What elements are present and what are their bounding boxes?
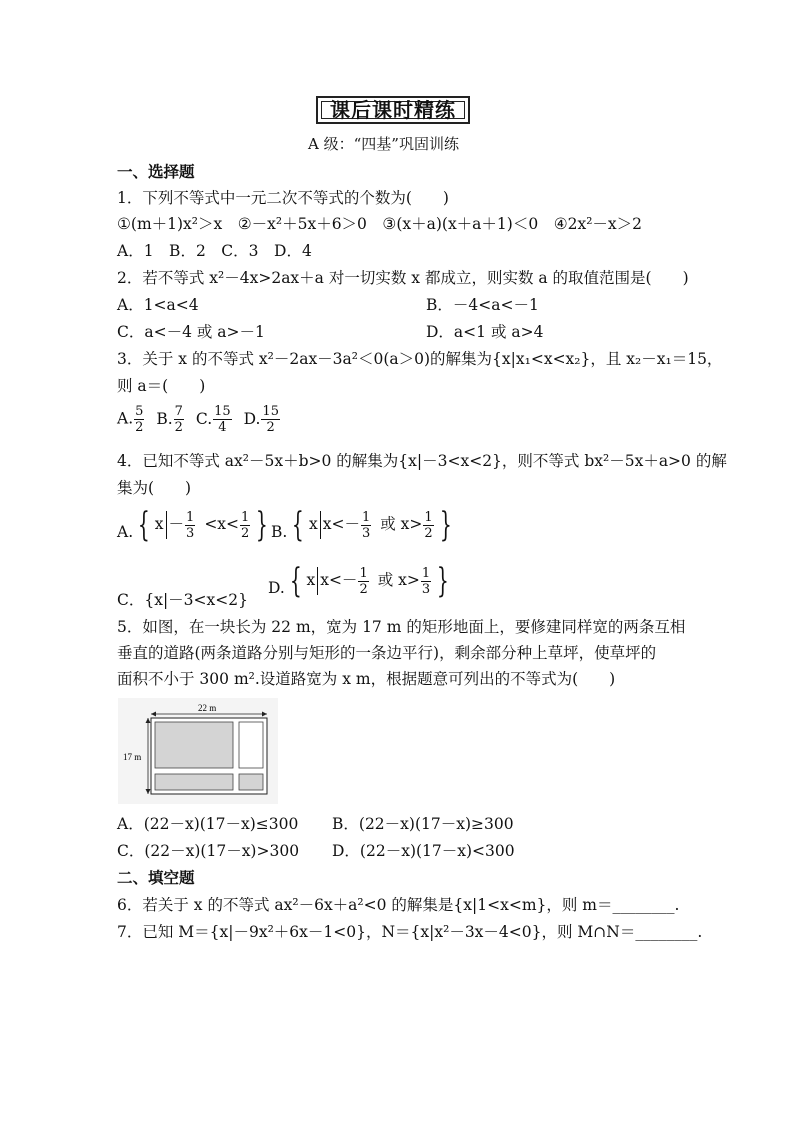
q4-a-var: x [154,515,164,533]
q4-option-b: B. { x x<－ $\frac{1}{3}$ 或 x> $\frac{1}{2}$ } [271,505,452,545]
q4-d-frac2: $\frac{1}{3}$ [421,565,431,597]
q4-b-frac1: $\frac{1}{3}$ [361,509,371,541]
q4-d-lt: x<－ [320,571,358,589]
q4-b-var: x [308,515,318,533]
q3-d-fraction: $\frac{15}{2}$ [262,404,279,435]
height-label: 17 m [123,752,142,762]
q2-option-d: D．a<1 或 a>4 [426,323,544,341]
q5-option-a: A．(22－x)(17－x)≤300 [117,815,299,833]
q4-stem: 4．已知不等式 ax²－5x＋b>0 的解集为{x|－3<x<2}，则不等式 bx²－5x＋a>0 的解 [117,452,727,470]
lawn-top-left [155,722,233,768]
q4-a-label: A. [117,523,134,541]
q3-b-label: B. [156,409,173,428]
q5-option-c: C．(22－x)(17－x)>300 [117,842,300,860]
q3-d-label: D. [243,409,261,428]
section-heading-fill: 二、填空题 [117,868,195,887]
section-heading-choice: 一、选择题 [117,162,195,181]
q2-option-b: B．－4<a<－1 [426,296,539,314]
width-label: 22 m [198,703,217,713]
road-diagram [118,698,278,804]
q3-c-fraction: $\frac{15}{4}$ [214,404,231,435]
q4-option-c: C．{x|－3<x<2} [117,591,248,609]
q4-a-frac1: $\frac{1}{3}$ [186,509,195,541]
q3-stem: 3．关于 x 的不等式 x²－2ax－3a²＜0(a＞0)的解集为{x|x₁<x<x₂}，且 x₂－x₁＝15， [117,350,723,368]
q6-text: 6．若关于 x 的不等式 ax²－6x＋a²<0 的解集是{x|1<x<m}，则 m＝________. [117,896,680,914]
q3-a-label: A. [117,409,134,428]
q4-option-a: A. { x － $\frac{1}{3}$ <x< $\frac{1}{2}$ } [117,505,269,545]
page-title: 课后课时精练 [330,98,456,122]
q4-b-lt: x<－ [322,515,360,533]
q1-options: A．1 B．2 C．3 D．4 [117,242,312,260]
q2-option-c: C．a<－4 或 a>－1 [117,323,265,341]
q5-line1: 5．如图，在一块长为 22 m，宽为 17 m 的矩形地面上，要修建同样宽的两条互相 [117,618,686,636]
q4-stem-cont: 集为( ) [117,479,192,497]
q4-a-frac2: $\frac{1}{2}$ [241,509,250,541]
q4-a-mid: <x< [204,515,240,533]
level-subtitle: A 级：“四基”巩固训练 [308,135,459,153]
q4-b-or: 或 x> [380,515,423,533]
lawn-bottom-left [155,774,233,790]
q5-option-d: D．(22－x)(17－x)<300 [332,842,515,860]
q3-stem-cont: 则 a＝( ) [117,377,206,395]
q4-option-d: D. { x x<－ $\frac{1}{2}$ 或 x> $\frac{1}{3}$ } [268,561,449,601]
q7-text: 7．已知 M＝{x|－9x²＋6x－1<0}，N＝{x|x²－3x－4<0}，则 M∩N＝________. [117,923,703,941]
q3-a-fraction: $\frac{5}{2}$ [135,404,144,435]
q3-options [117,404,281,435]
q4-b-label: B. [271,523,288,541]
q2-option-a: A．1<a<4 [117,296,199,314]
q3-c-label: C. [195,409,213,428]
q5-line2: 垂直的道路(两条道路分别与矩形的一条边平行)，剩余部分种上草坪，使草坪的 [117,644,657,662]
q3-b-fraction: $\frac{7}{2}$ [174,404,183,435]
lawn-bottom-right [239,774,263,790]
lawn-top-right [239,722,263,768]
q5-option-b: B．(22－x)(17－x)≥300 [332,815,514,833]
q4-d-frac1: $\frac{1}{2}$ [359,565,368,597]
q4-a-neg: － [168,515,185,533]
q4-b-frac2: $\frac{1}{2}$ [424,509,433,541]
q5-line3: 面积不小于 300 m².设道路宽为 x m，根据题意可列出的不等式为( ) [117,670,616,688]
q4-d-or: 或 x> [377,571,420,589]
q4-d-var: x [306,571,316,589]
q4-d-label: D. [268,579,285,597]
q2-stem: 2．若不等式 x²－4x>2ax＋a 对一切实数 x 都成立，则实数 a 的取值范围是( ) [117,269,689,287]
q1-stem: 1．下列不等式中一元二次不等式的个数为( ) [117,189,449,207]
q1-statements: ①(m＋1)x²＞x ②－x²＋5x＋6＞0 ③(x＋a)(x＋a＋1)＜0 ④2x²－x＞2 [117,215,643,233]
